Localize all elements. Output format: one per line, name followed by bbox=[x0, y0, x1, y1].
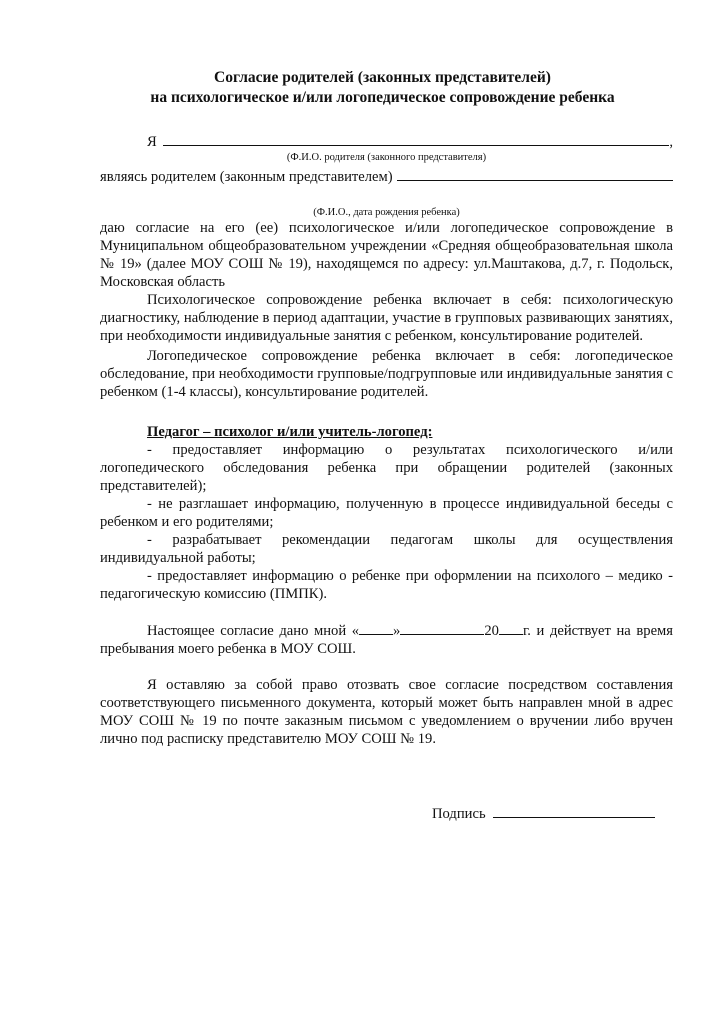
duty-item: - разрабатывает рекомендации педагогам школы для осуществления индивидуальной работы; bbox=[100, 532, 673, 566]
duty-item: - предоставляет информацию о ребенке при оформлении на психолого – медико - педагогическую комиссию (ПМПК). bbox=[100, 568, 673, 602]
year-prefix: 20 bbox=[484, 623, 499, 639]
given-prefix: Настоящее согласие дано мной « bbox=[147, 623, 360, 639]
signature-field[interactable] bbox=[493, 804, 655, 818]
parent-name-caption: (Ф.И.О. родителя (законного представителя) bbox=[286, 152, 487, 163]
child-name-caption: (Ф.И.О., дата рождения ребенка) bbox=[313, 207, 460, 218]
year-field[interactable] bbox=[499, 621, 523, 635]
signature-row bbox=[100, 804, 673, 823]
consent-given-paragraph bbox=[100, 621, 673, 658]
parent-name-field[interactable] bbox=[163, 130, 670, 146]
i-label: Я bbox=[147, 134, 157, 150]
duty-item: - не разглашает информацию, полученную в процессе индивидуальной беседы с ребенком и его родителями; bbox=[100, 496, 673, 530]
document-title bbox=[92, 68, 673, 108]
psych-support-paragraph: Психологическое сопровождение ребенка включает в себя: психологическую диагностику, наблюдение в период адаптации, участие в групповых развивающих занятиях, при необходимости индивидуальные занятия с ребенком, консультирование родителей. bbox=[100, 292, 673, 344]
teacher-heading-row bbox=[100, 423, 673, 441]
revoke-paragraph: Я оставляю за собой право отозвать свое согласие посредством составления соответствующего письменного документа, который может быть направлен мной в адрес МОУ СОШ № 19 по почте заказным письмом с уведомлением о вручении либо вручен лично под расписку представителю МОУ СОШ № 19. bbox=[100, 677, 673, 747]
teacher-heading: Педагог – психолог и/или учитель-логопед: bbox=[147, 424, 433, 440]
title-line-2: на психологическое и/или логопедическое сопровождение ребенка bbox=[150, 89, 615, 106]
consent-paragraph: даю согласие на его (ее) психологическое и/или логопедическое сопровождение в Муниципальном общеобразовательном учреждении «Средняя общеобразовательная школа № 19» (далее МОУ СОШ № 19), находящемся по адресу: ул.Маштакова, д.7, г. Подольск, Московская область bbox=[100, 220, 673, 290]
child-name-row bbox=[100, 165, 673, 186]
being-parent-label: являясь родителем (законным представителем) bbox=[100, 169, 393, 185]
i-trailing-comma: , bbox=[669, 134, 673, 150]
signature-label: Подпись bbox=[432, 806, 486, 822]
title-line-1: Согласие родителей (законных представителей) bbox=[214, 69, 551, 86]
given-quote-close: » bbox=[393, 623, 401, 639]
child-name-field[interactable] bbox=[397, 165, 673, 181]
parent-name-row bbox=[100, 130, 673, 151]
given-suffix: г. и действует на время пребывания моего ребенка в МОУ СОШ. bbox=[100, 623, 673, 657]
duty-item: - предоставляет информацию о результатах психологического и/или логопедического обследования ребенка при обращении родителей (законных представителей); bbox=[100, 442, 673, 494]
month-field[interactable] bbox=[400, 621, 484, 635]
speech-support-paragraph: Логопедическое сопровождение ребенка включает в себя: логопедическое обследование, при необходимости групповые/подгрупповые или индивидуальные занятия с ребенком (1-4 классы), консультирование родителей. bbox=[100, 348, 673, 400]
day-field[interactable] bbox=[359, 621, 393, 635]
